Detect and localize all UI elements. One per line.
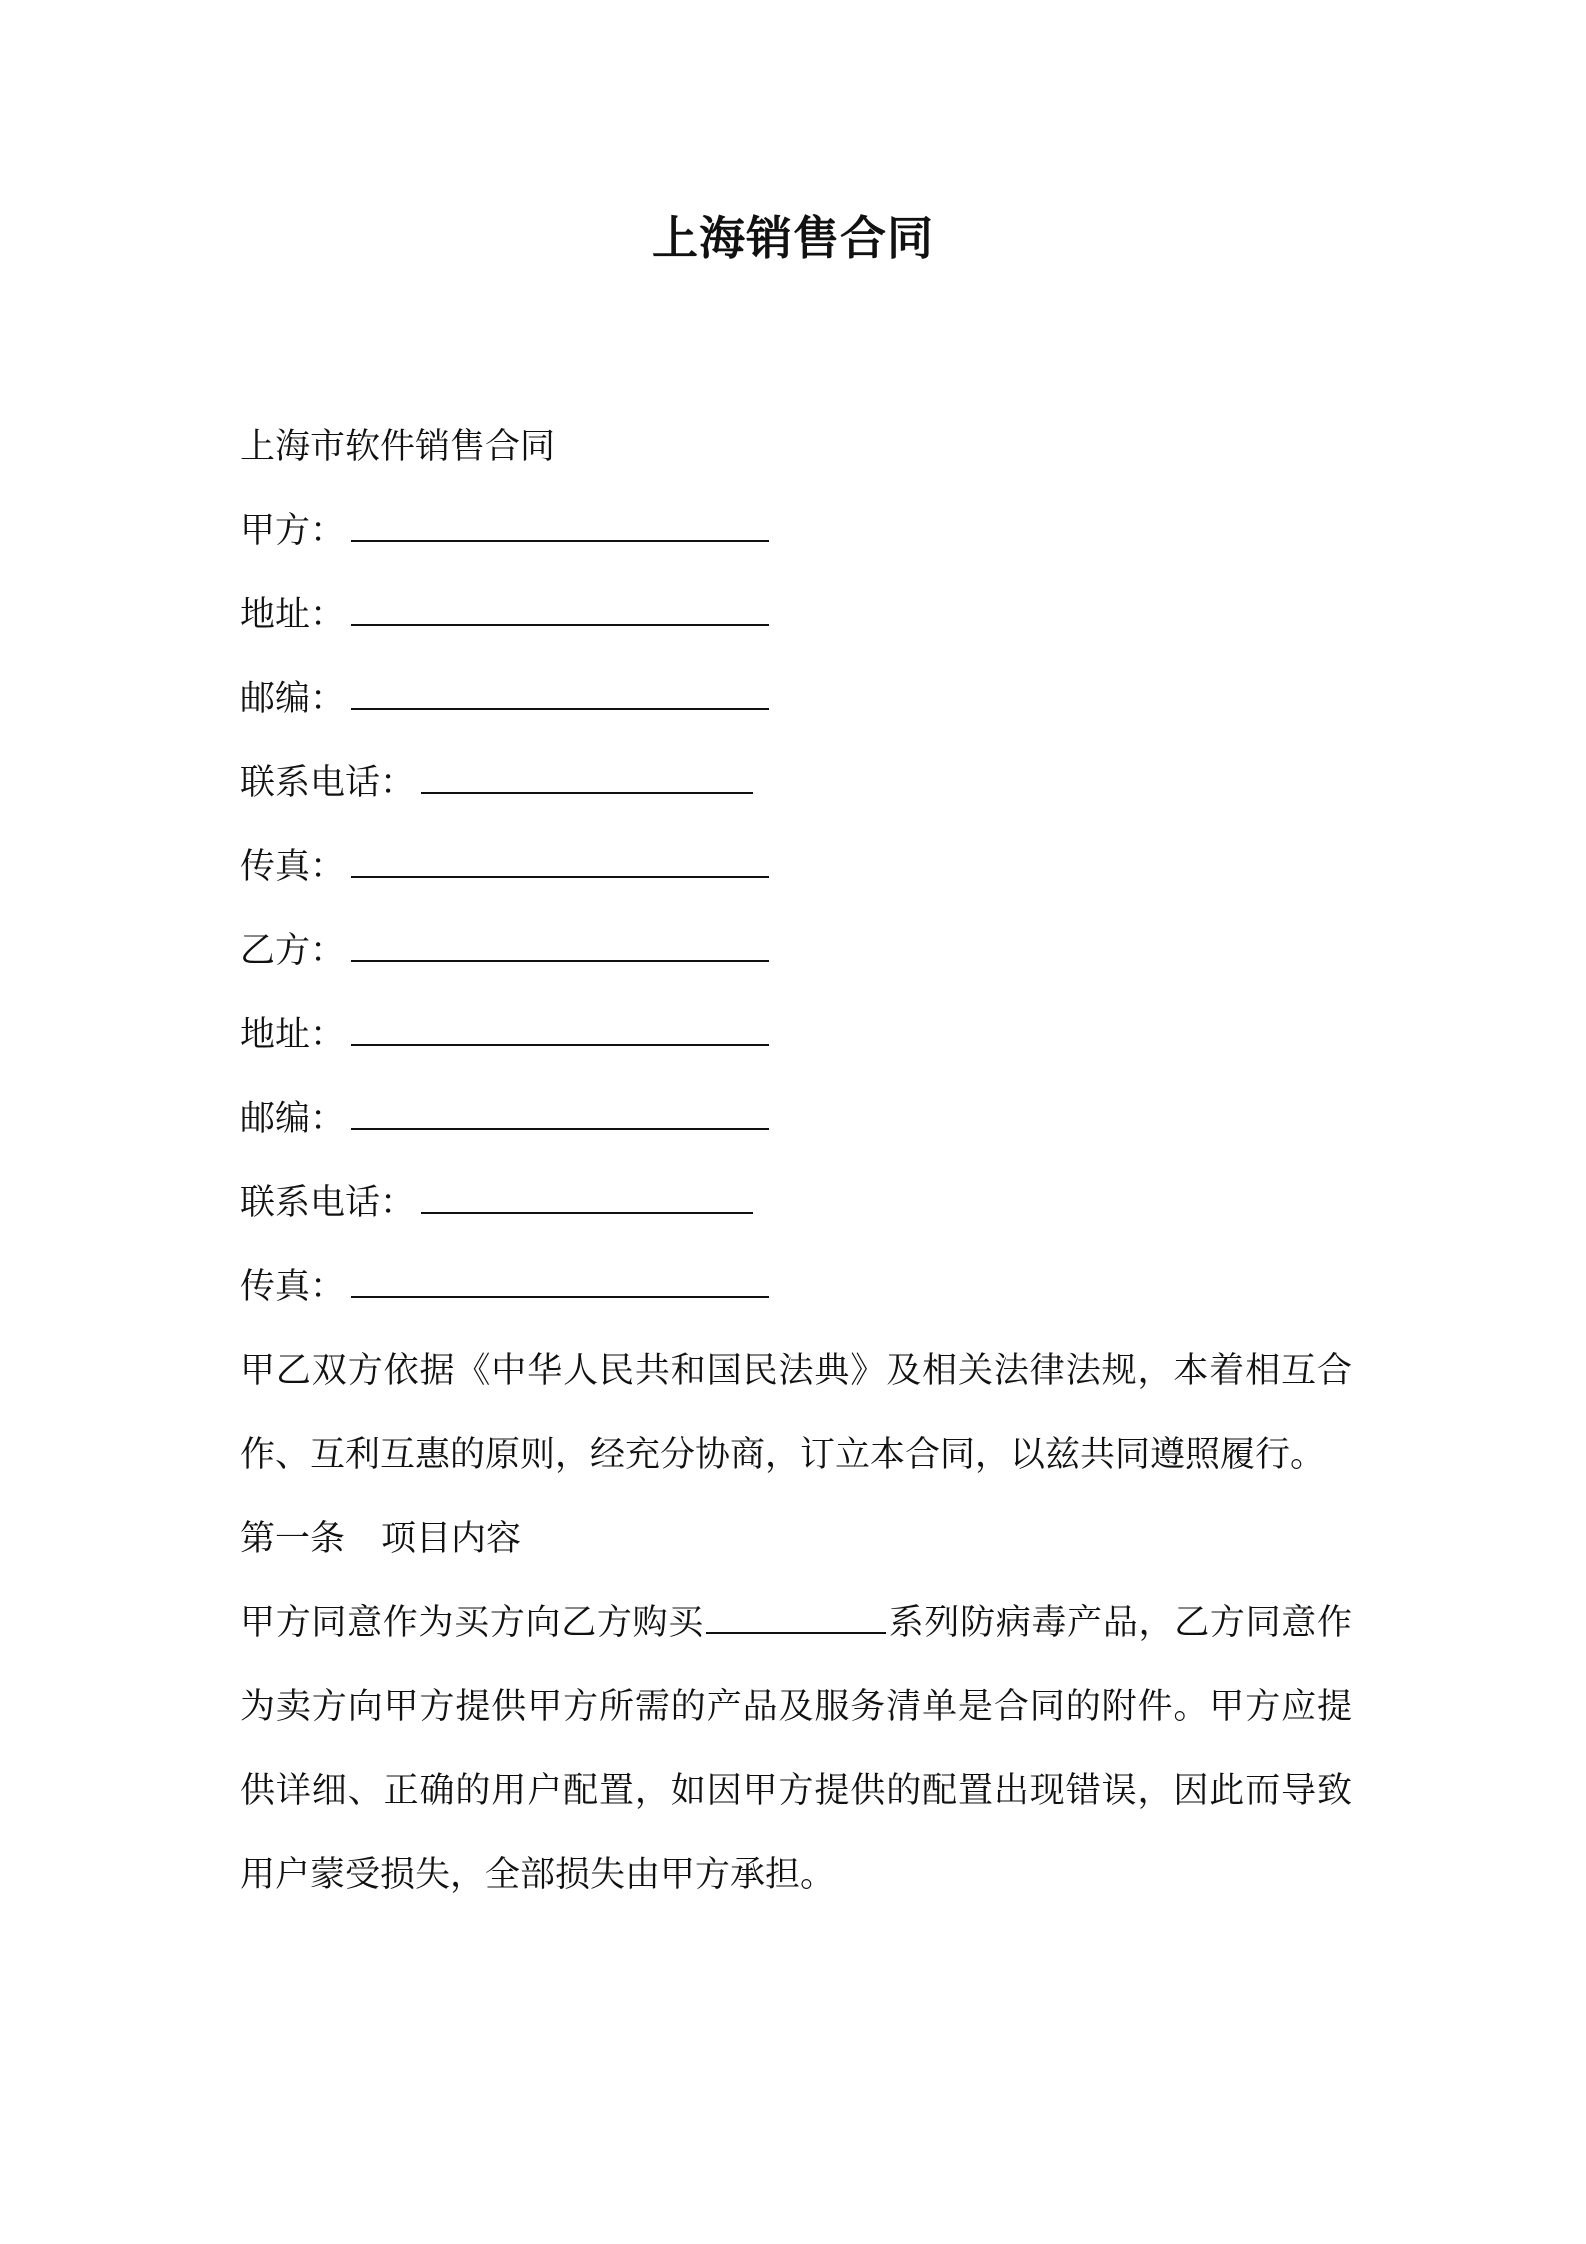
party-b-label: 乙方： <box>240 931 346 971</box>
party-a-blank[interactable] <box>351 510 769 542</box>
party-a-fax-blank[interactable] <box>351 846 769 878</box>
party-b-fax-row <box>240 1245 1352 1329</box>
party-a-address-label: 地址： <box>240 595 346 635</box>
contract-body <box>240 405 1352 1917</box>
party-b-fax-label: 传真： <box>240 1267 346 1307</box>
contract-subtitle: 上海市软件销售合同 <box>240 427 556 467</box>
article-1-paragraph <box>240 1581 1352 1917</box>
party-b-fax-blank[interactable] <box>351 1266 769 1298</box>
product-series-blank[interactable] <box>706 1602 886 1634</box>
article-1-text-after: 系列防病毒产品，乙方同意作为卖方向甲方提供甲方所需的产品及服务清单是合同的附件。甲方应提供详细、正确的用户配置，如因甲方提供的配置出现错误，因此而导致用户蒙受损失，全部损失由甲方承担。 <box>240 1603 1352 1895</box>
party-a-phone-row <box>240 741 1352 825</box>
party-b-address-blank[interactable] <box>351 1014 769 1046</box>
party-b-phone-label: 联系电话： <box>240 1183 416 1223</box>
party-a-phone-label: 联系电话： <box>240 763 416 803</box>
article-1-title: 项目内容 <box>381 1519 522 1559</box>
party-b-address-label: 地址： <box>240 1015 346 1055</box>
party-b-postcode-blank[interactable] <box>351 1098 769 1130</box>
article-1-heading <box>240 1497 1352 1581</box>
party-b-postcode-label: 邮编： <box>240 1099 346 1139</box>
party-b-row <box>240 909 1352 993</box>
party-a-address-row <box>240 573 1352 657</box>
party-a-postcode-row <box>240 657 1352 741</box>
document-title: 上海销售合同 <box>652 211 934 265</box>
party-b-address-row <box>240 993 1352 1077</box>
preamble-paragraph: 甲乙双方依据《中华人民共和国民法典》及相关法律法规，本着相互合作、互利互惠的原则，经充分协商，订立本合同，以兹共同遵照履行。 <box>240 1351 1352 1475</box>
party-a-row <box>240 489 1352 573</box>
party-a-address-blank[interactable] <box>351 594 769 626</box>
article-1-text-before: 甲方同意作为买方向乙方购买 <box>240 1603 704 1643</box>
party-a-label: 甲方： <box>240 511 346 551</box>
party-a-fax-row <box>240 825 1352 909</box>
party-b-phone-row <box>240 1161 1352 1245</box>
party-a-postcode-blank[interactable] <box>351 678 769 710</box>
party-b-postcode-row <box>240 1077 1352 1161</box>
party-a-fax-label: 传真： <box>240 847 346 887</box>
party-b-phone-blank[interactable] <box>421 1182 753 1214</box>
party-b-blank[interactable] <box>351 930 769 962</box>
party-a-phone-blank[interactable] <box>421 762 753 794</box>
party-a-postcode-label: 邮编： <box>240 679 346 719</box>
article-1-number: 第一条 <box>240 1519 346 1559</box>
